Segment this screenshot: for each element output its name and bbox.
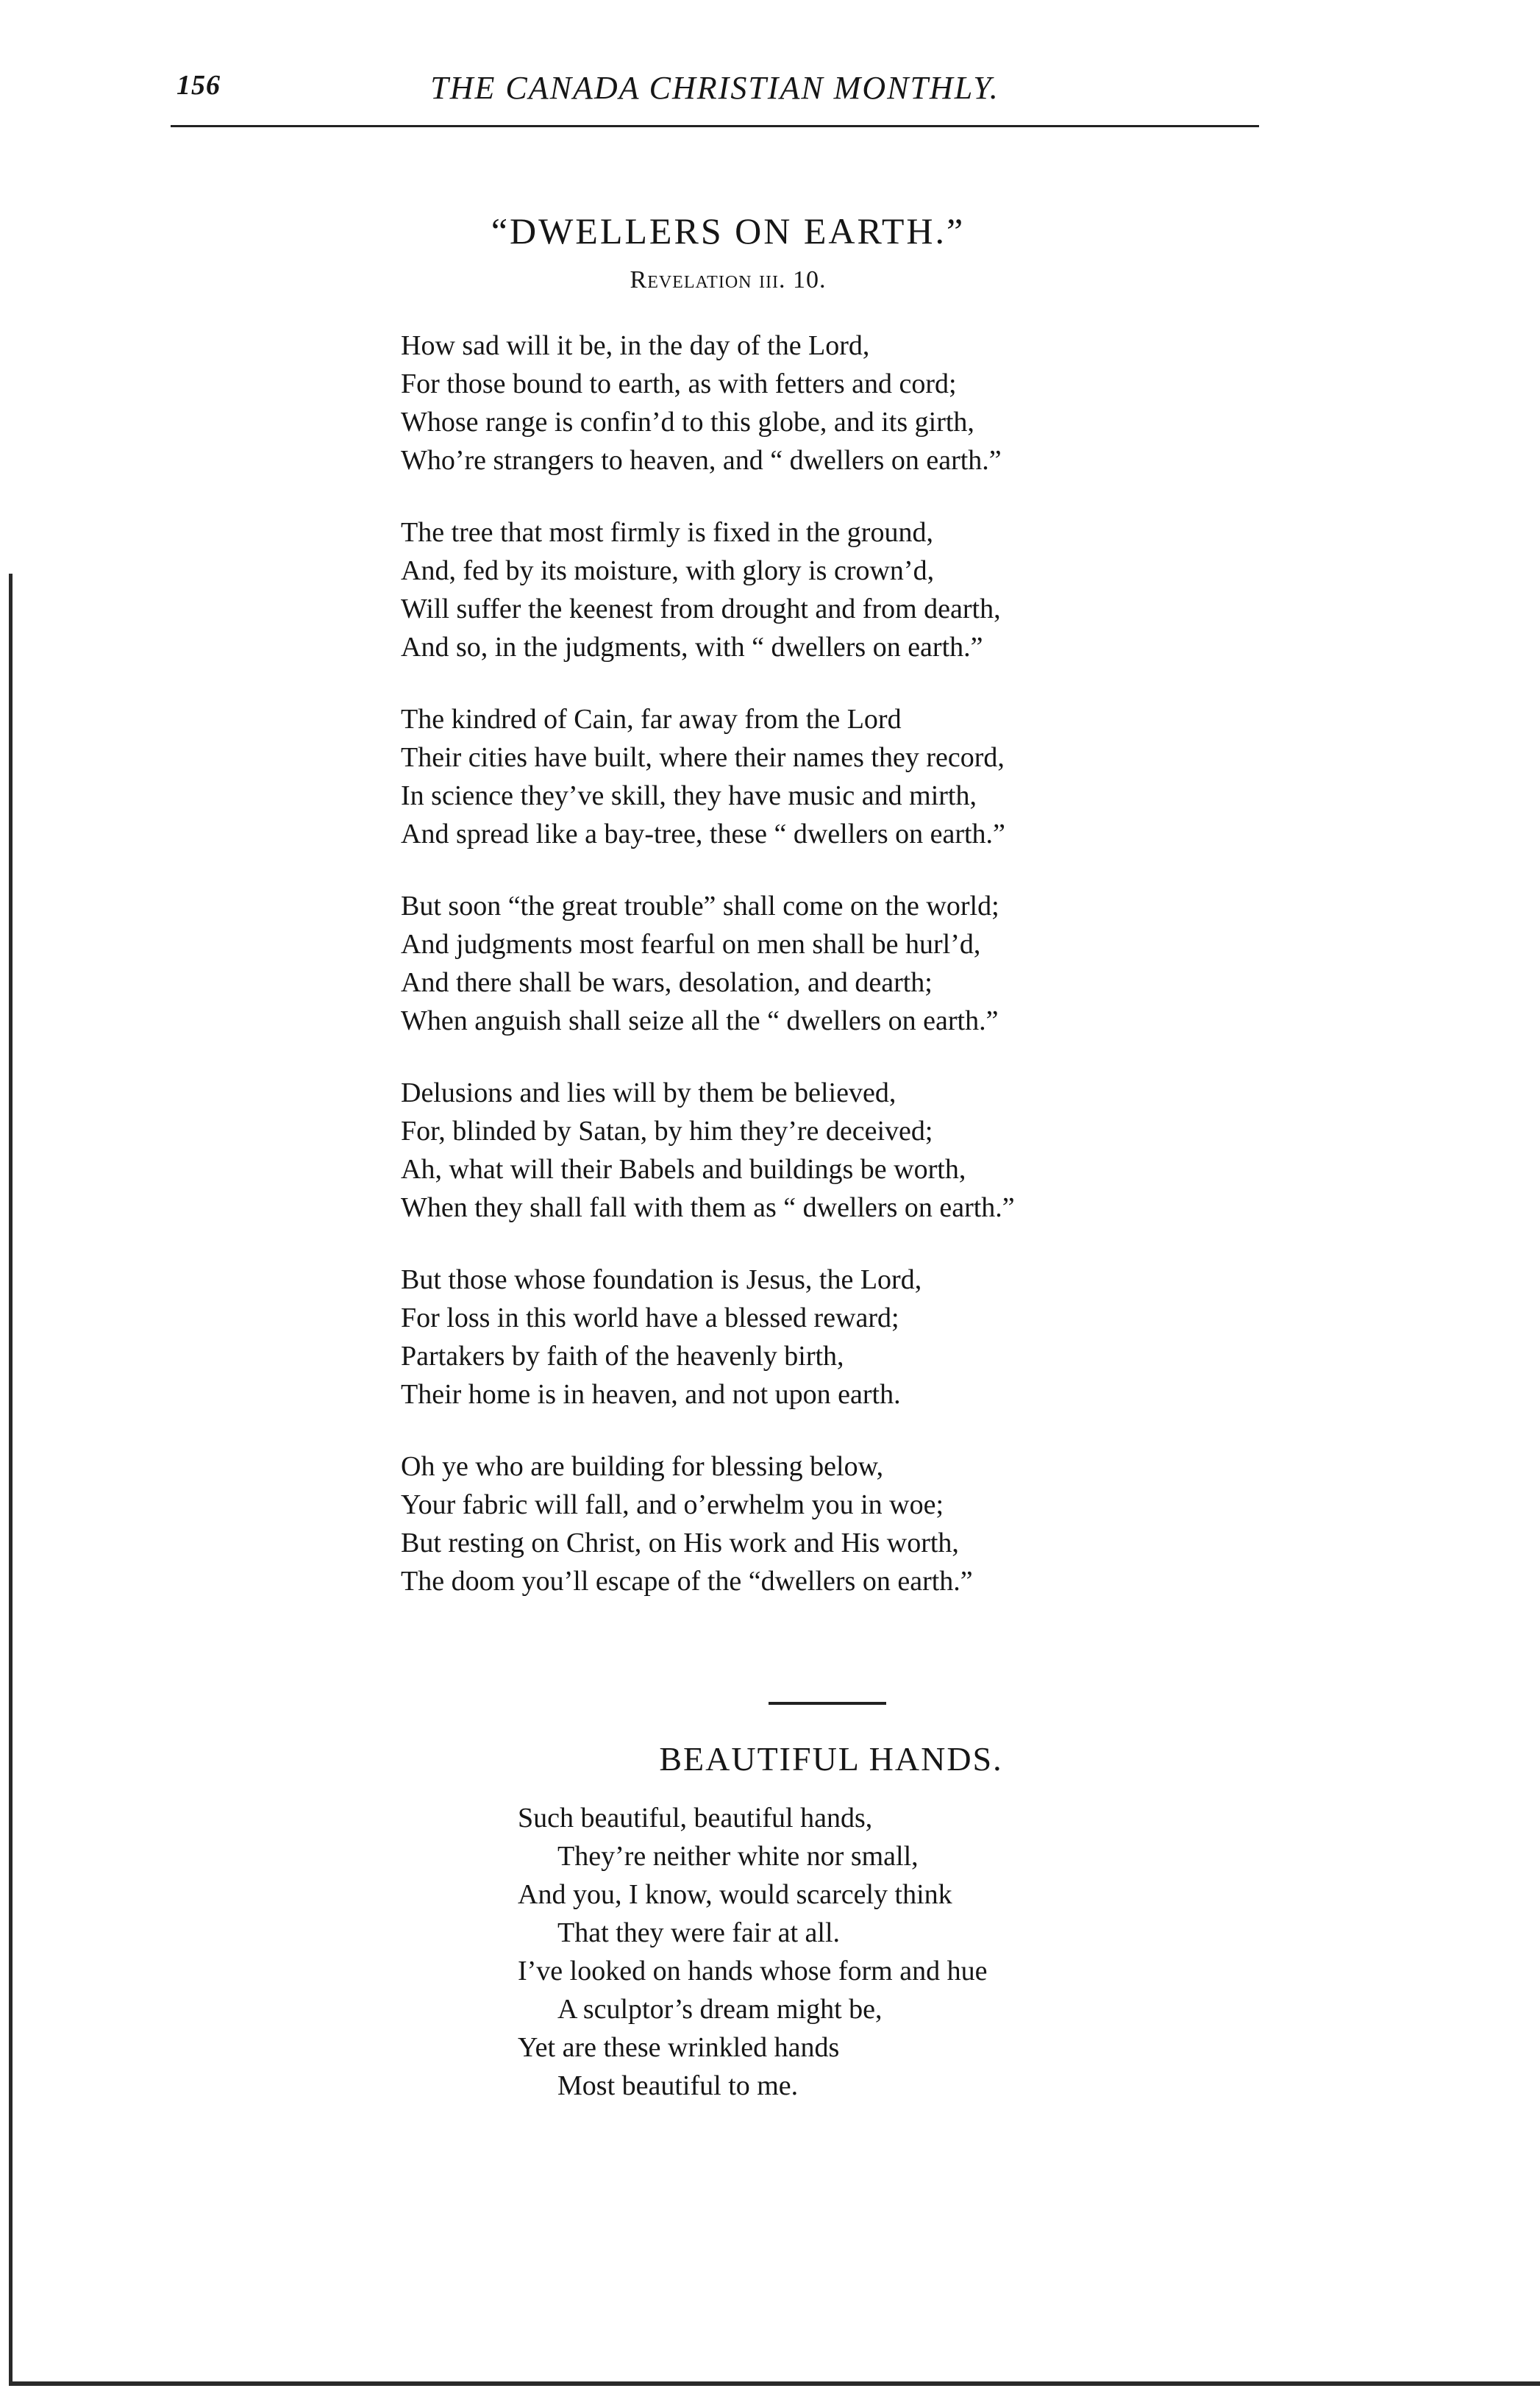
scripture-reference: Revelation iii. 10. xyxy=(630,266,827,293)
verse-line: And you, I know, would scarcely think xyxy=(518,1879,952,1910)
header-rule xyxy=(171,125,1259,127)
verse-line: Ah, what will their Babels and buildings be worth, xyxy=(401,1154,966,1185)
bottom-margin-rule xyxy=(9,2381,1540,2386)
running-title: THE CANADA CHRISTIAN MONTHLY. xyxy=(430,70,999,106)
verse-line: In science they’ve skill, they have music and mirth, xyxy=(401,780,977,811)
stanza xyxy=(401,700,1372,853)
stanza xyxy=(401,513,1372,666)
verse-line: I’ve looked on hands whose form and hue xyxy=(518,1956,988,1986)
verse-line: And judgments most fearful on men shall be hurl’d, xyxy=(401,929,981,960)
running-header xyxy=(171,69,1259,121)
stanza xyxy=(401,1074,1372,1227)
verse-line: And spread like a bay-tree, these “ dwellers on earth.” xyxy=(401,819,1005,849)
section-divider xyxy=(769,1702,886,1705)
verse-line: Whose range is confin’d to this globe, and its girth, xyxy=(401,407,974,438)
stanza xyxy=(401,1447,1372,1600)
verse-line: Most beautiful to me. xyxy=(557,2070,799,2101)
page-number: 156 xyxy=(177,70,221,101)
verse-line: They’re neither white nor small, xyxy=(557,1841,919,1872)
verse-line: Their home is in heaven, and not upon earth. xyxy=(401,1379,901,1410)
verse-line: Will suffer the keenest from drought and from dearth, xyxy=(401,594,1001,624)
verse-line: Delusions and lies will by them be believed, xyxy=(401,1077,896,1108)
verse-line: A sculptor’s dream might be, xyxy=(557,1994,883,2025)
verse-line: That they were fair at all. xyxy=(557,1917,841,1948)
stanza xyxy=(401,1261,1372,1414)
stanza xyxy=(401,327,1372,480)
verse-line: Such beautiful, beautiful hands, xyxy=(518,1803,873,1834)
verse-line: When anguish shall seize all the “ dwellers on earth.” xyxy=(401,1005,999,1036)
verse-line: But resting on Christ, on His work and His worth, xyxy=(401,1528,959,1558)
verse-line: And so, in the judgments, with “ dwellers on earth.” xyxy=(401,632,983,663)
verse-line: Who’re strangers to heaven, and “ dwellers on earth.” xyxy=(401,445,1002,476)
verse-line: The kindred of Cain, far away from the Lord xyxy=(401,704,902,735)
verse-line: Your fabric will fall, and o’erwhelm you in woe; xyxy=(401,1489,944,1520)
verse-line: But soon “the great trouble” shall come on the world; xyxy=(401,891,999,922)
verse-line: And, fed by its moisture, with glory is crown’d, xyxy=(401,555,935,586)
left-margin-rule xyxy=(9,574,13,2383)
stanza xyxy=(401,887,1372,1040)
verse-line: The doom you’ll escape of the “dwellers on earth.” xyxy=(401,1566,973,1597)
verse-line: For loss in this world have a blessed reward; xyxy=(401,1303,899,1333)
verse-line: Their cities have built, where their names they record, xyxy=(401,742,1005,773)
verse-line: For, blinded by Satan, by him they’re deceived; xyxy=(401,1116,933,1147)
verse-line: And there shall be wars, desolation, and dearth; xyxy=(401,967,933,998)
verse-line: Oh ye who are building for blessing below, xyxy=(401,1451,884,1482)
verse-line: But those whose foundation is Jesus, the Lord, xyxy=(401,1264,922,1295)
poem-beautiful-hands xyxy=(518,1800,1327,2106)
verse-line: How sad will it be, in the day of the Lord, xyxy=(401,330,870,361)
poem-title-dwellers-on-earth: “DWELLERS ON EARTH.” xyxy=(491,210,966,252)
verse-line: When they shall fall with them as “ dwellers on earth.” xyxy=(401,1192,1015,1223)
verse-line: For those bound to earth, as with fetters and cord; xyxy=(401,368,957,399)
verse-line: Yet are these wrinkled hands xyxy=(518,2032,840,2063)
verse-line: Partakers by faith of the heavenly birth, xyxy=(401,1341,844,1372)
poem-dwellers-on-earth xyxy=(401,327,1372,1634)
verse-line: The tree that most firmly is fixed in the ground, xyxy=(401,517,933,548)
poem-title-beautiful-hands: BEAUTIFUL HANDS. xyxy=(659,1740,1003,1778)
